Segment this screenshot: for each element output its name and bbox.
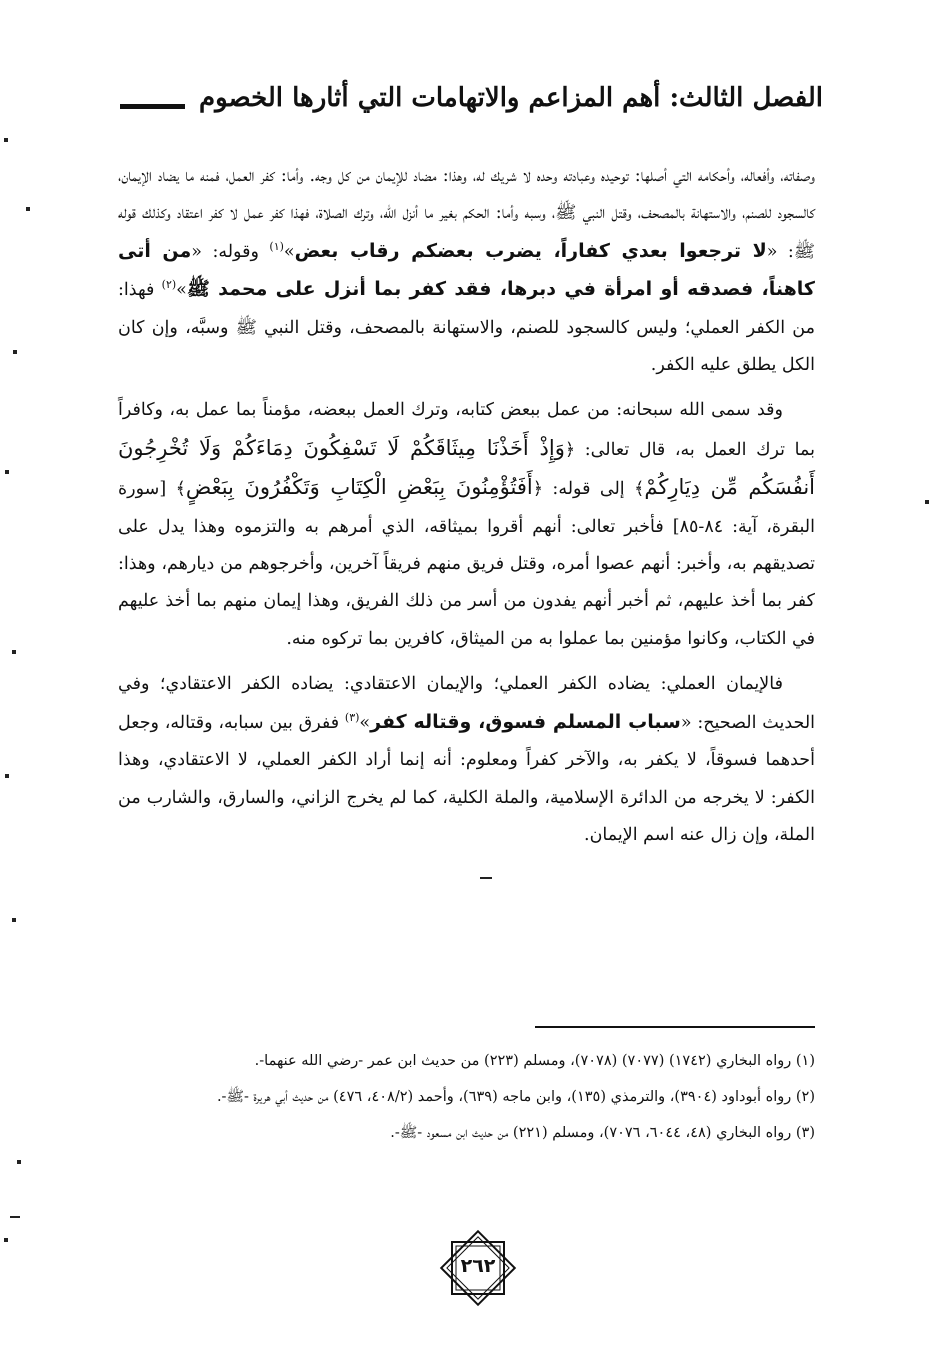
footnote-ref-1[interactable]: (١) (269, 239, 284, 253)
header-rule (120, 104, 185, 109)
scan-speck (5, 774, 9, 778)
scan-speck (26, 207, 30, 211)
scan-speck (10, 1216, 20, 1218)
paragraph-1-text: فهذا: من الكفر العملي؛ وليس كالسجود للصنم، والاستهانة بالمصحف، وقتل النبي ﷺ وسبَّه، وإن كان الكل يطلق عليه الكفر. (118, 280, 815, 376)
page-header (120, 78, 823, 118)
paragraph-2 (118, 392, 815, 658)
page-number-badge (438, 1228, 518, 1308)
scan-speck (12, 650, 16, 654)
paragraph-3-text: ففرق بين سبابه، وقتاله، وجعل أحدهما فسوقاً، لا يكفر به، والآخر كفراً ومعلوم: أنه إنما أراد الكفر العملي، لا الاعتقادي، وهذا الكفر: لا يخرجه من الدائرة الإسلامية، والملة الكلية، كما لم يخرج الزاني، والسارق، والشارب من الملة، وإن زال عنه اسم الإيمان. (118, 712, 815, 845)
hadith-quote-2: من أتى كاهناً، فصدقه أو امرأة في دبرها، فقد كفر بما أنزل على محمد ﷺ (118, 239, 815, 301)
quran-verse-2: أَفَتُؤْمِنُونَ بِبَعْضِ الْكِتَابِ وَتَكْفُرُونَ بِبَعْضٍ (185, 475, 533, 500)
paragraph-2-text: ﴾ [سورة البقرة، آية: ٨٤-٨٥] فأخبر تعالى: أنهم أقروا بميثاقه، الذي أمرهم به والتزموه وهذا يدل على تصديقهم به، وأخبر: أنهم عصوا أمره، وقتل فريق منهم فريقاً آخرين، وأخرجوهم من ديارهم، وهذا: كفر بما أخذ عليهم، ثم أخبر أنهم يفدون من أسر من ذلك الفريق، وهذا إيمان منهم بما أخذ عليهم في الكتاب، وكانوا مؤمنين بما عملوا به من الميثاق، كافرين بما تركوه منه. (118, 479, 815, 649)
scan-speck (13, 350, 17, 354)
paragraph-3 (118, 666, 815, 854)
main-text (118, 158, 815, 862)
page-number: ٢٦٢ (460, 1255, 496, 1277)
paragraph-1-text: وصفاته، وأفعاله، وأحكامه التي أصلها: توحيده وعبادته وحده لا شريك له، وهذا: مضاد للإيمان من كل وجه. وأما: كفر العمل، فمنه ما يضاد الإيمان، كالسجود للصنم، والاستهانة بالمصحف، وقتل النبي ﷺ، وسبه وأما: الحكم بغير ما أنزل الله، وترك الصلاة، فهذا كفر عمل لا كفر اعتقاد وكذلك قوله ﷺ: « (118, 166, 815, 262)
hadith-quote-3: سباب المسلم فسوق، وقتاله كفر (370, 710, 681, 733)
quran-verse-1: وَإِذْ أَخَذْنَا مِيثَاقَكُمْ لَا تَسْفِكُونَ دِمَاءَكُمْ وَلَا تُخْرِجُونَ أَنفُسَكُم مِّن دِيَارِكُمْ (118, 435, 816, 500)
scan-speck (5, 470, 9, 474)
scan-speck (480, 877, 492, 879)
scan-speck (12, 918, 16, 922)
footnote-3: (٣) رواه البخاري (٤٨، ٦٠٤٤، ٧٠٧٦)، ومسلم (٢٢١) من حديث ابن مسعود -ﷺ-. (390, 1125, 815, 1141)
scan-speck (17, 1160, 21, 1164)
footnote-separator (535, 1026, 815, 1028)
footnote-2: (٢) رواه أبوداود (٣٩٠٤)، والترمذي (١٣٥)، وابن ماجه (٦٣٩)، وأحمد (٤٠٨/٢، ٤٧٦) من حديث أبي هريرة -ﷺ-. (216, 1089, 815, 1105)
scan-speck (4, 138, 8, 142)
quote-close: » (283, 241, 295, 262)
footnote-ref-3[interactable]: (٣) (344, 710, 360, 724)
footnotes (118, 1046, 815, 1154)
scan-speck (925, 500, 929, 504)
paragraph-3-text: فالإيمان العملي: يضاده الكفر العملي؛ والإيمان الاعتقادي: يضاده الكفر الاعتقادي؛ وفي الحديث الصحيح: « (118, 674, 816, 733)
paragraph-2-text: ﴾ إلى قوله: ﴿ (532, 479, 645, 500)
quote-close: » (176, 280, 187, 301)
paragraph-1 (118, 158, 815, 384)
hadith-quote-1: لا ترجعوا بعدي كفاراً، يضرب بعضكم رقاب بعض (294, 239, 767, 262)
footnote-ref-2[interactable]: (٢) (161, 278, 177, 292)
quote-close: » (359, 712, 371, 733)
chapter-title: الفصل الثالث: أهم المزاعم والاتهامات التي أثارها الخصوم (199, 83, 823, 113)
paragraph-1-text: وقوله: « (191, 241, 270, 262)
paragraph-2-text: وقد سمى الله سبحانه: من عمل ببعض كتابه، وترك العمل ببعضه، مؤمناً بما عمل به، وكافراً بما ترك العمل به، قال تعالى: ﴿ (118, 400, 815, 460)
scan-speck (4, 1238, 8, 1242)
footnote-1: (١) رواه البخاري (١٧٤٢) (٧٠٧٧) (٧٠٧٨)، ومسلم (٢٢٣) من حديث ابن عمر -رضي الله عنهما-. (254, 1053, 815, 1069)
